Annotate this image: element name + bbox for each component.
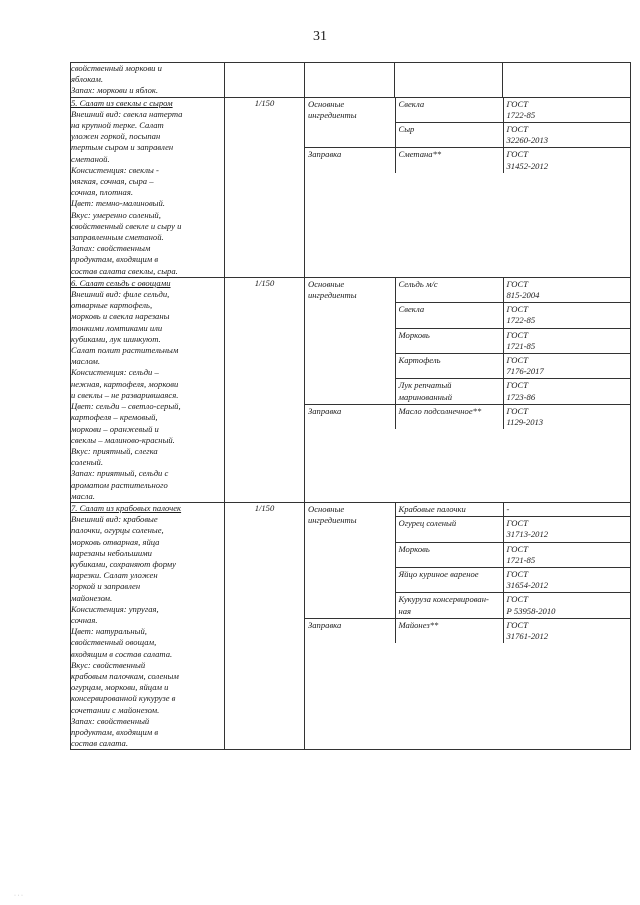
description-line: картофеля – кремовый,: [71, 412, 158, 423]
description-line: крабовым палочкам, соленым: [71, 670, 179, 681]
gost-line: ГОСТ: [506, 518, 528, 529]
gost-cell: [503, 328, 631, 353]
gost-line: 815-2004: [506, 290, 540, 301]
group-label-cell: [305, 278, 395, 405]
ingredient-name: Майонез**: [395, 618, 503, 643]
table-row: [71, 277, 631, 502]
gost-cell: [503, 379, 631, 404]
description-line: маслом.: [71, 356, 101, 367]
group-label: Основные ингредиенты: [308, 98, 357, 120]
description-line: и свеклы – не разварившаяся.: [71, 389, 179, 400]
group-label: Заправка: [308, 149, 342, 160]
description-line: тонкими ломтиками или: [71, 322, 163, 333]
gost-cell: [503, 593, 631, 618]
ingredient-name: Морковь: [395, 542, 503, 567]
description-line: огурцам, моркови, яйцам и: [71, 682, 169, 693]
ingredient-name: Свекла: [395, 98, 503, 123]
gost-line: 1723-86: [506, 391, 536, 402]
description-line: нарезаны небольшими: [71, 547, 152, 558]
description-line: моркови – оранжевый и: [71, 423, 159, 434]
ingredients-table: [305, 503, 631, 643]
gost-line: 1129-2013: [506, 417, 544, 428]
description-line: тертым сыром и заправлен: [71, 142, 174, 153]
gost-line: ГОСТ: [506, 304, 528, 315]
gost-cell: [503, 123, 631, 148]
ingredient-name: Сельдь м/с: [395, 278, 503, 303]
description-line: Цвет: сельди – светло-серый,: [71, 401, 181, 412]
ingredient-name: Морковь: [395, 328, 503, 353]
description-line: кубиками, сохраняют форму: [71, 558, 176, 569]
gost-line: ГОСТ: [506, 405, 528, 416]
description-line: Внешний вид: филе сельди,: [71, 289, 170, 300]
ingredients-table: [305, 98, 631, 173]
description-line: Вкус: умеренно соленый,: [71, 209, 161, 220]
ingredient-name: Лук репчатый маринованный: [395, 379, 503, 404]
description-line: Внешний вид: свекла натерта: [71, 108, 183, 119]
group-label: Основные ингредиенты: [308, 503, 357, 526]
description-line: Вкус: приятный, слегка: [71, 445, 158, 456]
gost-line: ГОСТ: [506, 124, 528, 135]
table-row: [71, 97, 631, 277]
yield-value: 1/150: [254, 502, 275, 513]
description-cell: [71, 97, 225, 277]
description-line: на крупной терке. Салат: [71, 120, 164, 131]
yield-cell: [225, 277, 305, 502]
gost-cell: [503, 354, 631, 379]
table-row: [71, 63, 631, 98]
gost-line: ГОСТ: [506, 149, 528, 160]
description-line: масла.: [71, 490, 95, 501]
description-line: соленый.: [71, 457, 103, 468]
gost-cell: [503, 618, 631, 643]
gost-cell: [503, 503, 631, 517]
description-line: свойственный овощам,: [71, 637, 157, 648]
ingredient-name: Сыр: [395, 123, 503, 148]
ingredient-row: [305, 148, 631, 173]
gost-line: ГОСТ: [506, 329, 528, 340]
description-line: Вкус: свойственный: [71, 659, 146, 670]
yield-cell: [225, 502, 305, 749]
table-row: [71, 502, 631, 749]
description-line: Консистенция: свеклы -: [71, 164, 159, 175]
group-label-cell: [305, 618, 395, 643]
gost-cell: [503, 404, 631, 429]
ingredient-name: Крабовые палочки: [395, 503, 503, 517]
gost-line: Р 53958-2010: [506, 605, 556, 616]
group-label-cell: [305, 503, 395, 618]
gost-line: ГОСТ: [506, 355, 528, 366]
gost-line: 31654-2012: [506, 580, 549, 591]
gost-cell: [503, 567, 631, 592]
description-line: Консистенция: упругая,: [71, 603, 159, 614]
gost-cell: [503, 148, 631, 173]
yield-cell: [225, 97, 305, 277]
gost-line: ГОСТ: [506, 543, 528, 554]
description-line: нежная, картофеля, моркови: [71, 378, 179, 389]
gost-line: ГОСТ: [506, 98, 528, 109]
technical-table: [70, 62, 631, 750]
description-line: сочетании с майонезом.: [71, 704, 160, 715]
gost-line: 31761-2012: [506, 630, 549, 641]
gost-line: 1721-85: [506, 340, 536, 351]
description-line: заправленным сметаной.: [71, 232, 164, 243]
description-line: нарезки. Салат уложен: [71, 570, 158, 581]
ingredient-name: Огурец соленый: [395, 517, 503, 542]
dish-title: 6. Салат сельдь с овощами: [71, 277, 171, 288]
description-line: яблокам.: [71, 74, 103, 85]
ingredient-name: Сметана**: [395, 148, 503, 173]
ingredient-name: Картофель: [395, 354, 503, 379]
ingredient-name: Свекла: [395, 303, 503, 328]
ingredient-name: Кукуруза консервирован-ная: [395, 593, 503, 618]
group-cell: [305, 63, 395, 98]
gost-line: ГОСТ: [506, 380, 528, 391]
description-line: Салат полит растительным: [71, 345, 179, 356]
description-line: Цвет: темно-малиновый.: [71, 198, 165, 209]
ingredient-cell: [395, 63, 503, 98]
description-line: кубиками, лук шинкуют.: [71, 333, 161, 344]
description-cell: [71, 277, 225, 502]
gost-cell: [503, 542, 631, 567]
description-line: палочки, огурцы соленые,: [71, 525, 164, 536]
group-label: Основные ингредиенты: [308, 278, 357, 301]
group-label: Заправка: [308, 405, 342, 416]
gost-line: ГОСТ: [506, 278, 528, 289]
description-line: сметаной.: [71, 153, 110, 164]
group-label: Заправка: [308, 619, 342, 630]
description-line: отварные картофель,: [71, 300, 153, 311]
ingredient-row: [305, 278, 631, 303]
gost-line: -: [506, 503, 510, 514]
description-line: состав салата свеклы, сыра.: [71, 265, 178, 276]
gost-line: 32260-2013: [506, 135, 549, 146]
page-number: 31: [313, 29, 327, 44]
description-line: сочная.: [71, 614, 98, 625]
gost-line: ГОСТ: [506, 568, 528, 579]
description-line: Внешний вид: крабовые: [71, 514, 158, 525]
description-line: морковь и свекла нарезаны: [71, 311, 170, 322]
gost-cell: [503, 517, 631, 542]
dish-title: 7. Салат из крабовых палочек: [71, 502, 182, 513]
gost-cell: [503, 63, 631, 98]
description-line: Запах: свойственный: [71, 715, 150, 726]
description-line: входящим в состав салата.: [71, 648, 173, 659]
description-line: Запах: моркови и яблок.: [71, 85, 159, 96]
ingredient-name: Масло подсолнечное**: [395, 404, 503, 429]
gost-line: ГОСТ: [506, 619, 528, 630]
ingredients-cell: [305, 97, 631, 277]
group-label-cell: [305, 98, 395, 148]
scan-mark: · · ·: [14, 893, 23, 899]
ingredients-cell: [305, 277, 631, 502]
gost-line: 31452-2012: [506, 160, 549, 171]
gost-cell: [503, 303, 631, 328]
ingredient-row: [305, 618, 631, 643]
ingredients-table: [305, 278, 631, 429]
description-line: уложен горкой, посыпан: [71, 131, 161, 142]
yield-value: 1/150: [254, 97, 275, 108]
dish-title: 5. Салат из свеклы с сыром: [71, 97, 173, 108]
ingredient-row: [305, 404, 631, 429]
description-line: мягкая, сочная, сыра –: [71, 176, 154, 187]
gost-line: 1722-85: [506, 109, 536, 120]
description-line: Цвет: натуральный,: [71, 626, 147, 637]
description-line: состав салата.: [71, 738, 128, 749]
description-line: продуктам, входящим в: [71, 254, 159, 265]
description-line: майонезом.: [71, 592, 113, 603]
description-line: ароматом растительного: [71, 479, 168, 490]
yield-cell: [225, 63, 305, 98]
description-cell: [71, 502, 225, 749]
description-cell: [71, 63, 225, 98]
description-line: свойственный моркови и: [71, 63, 162, 73]
description-line: Запах: приятный, сельди с: [71, 468, 169, 479]
description-line: Консистенция: сельди –: [71, 367, 159, 378]
gost-line: 1721-85: [506, 554, 536, 565]
gost-line: 1722-85: [506, 315, 536, 326]
description-line: свеклы – малиново-красный.: [71, 434, 175, 445]
gost-line: 7176-2017: [506, 366, 544, 377]
group-label-cell: [305, 148, 395, 173]
description-line: горкой и заправлен: [71, 581, 141, 592]
ingredient-row: [305, 503, 631, 517]
yield-value: 1/150: [254, 277, 275, 288]
gost-line: 31713-2012: [506, 529, 549, 540]
description-line: свойственный свекле и сыру и: [71, 220, 182, 231]
description-line: морковь отварная, яйца: [71, 536, 160, 547]
ingredient-row: [305, 98, 631, 123]
description-line: консервированной кукурузе в: [71, 693, 176, 704]
gost-cell: [503, 278, 631, 303]
description-line: продуктам, входящим в: [71, 726, 159, 737]
ingredient-name: Яйцо куриное вареное: [395, 567, 503, 592]
gost-cell: [503, 98, 631, 123]
gost-line: ГОСТ: [506, 594, 528, 605]
group-label-cell: [305, 404, 395, 429]
description-line: Запах: свойственным: [71, 243, 151, 254]
description-line: сочная, плотная.: [71, 187, 133, 198]
ingredients-cell: [305, 502, 631, 749]
